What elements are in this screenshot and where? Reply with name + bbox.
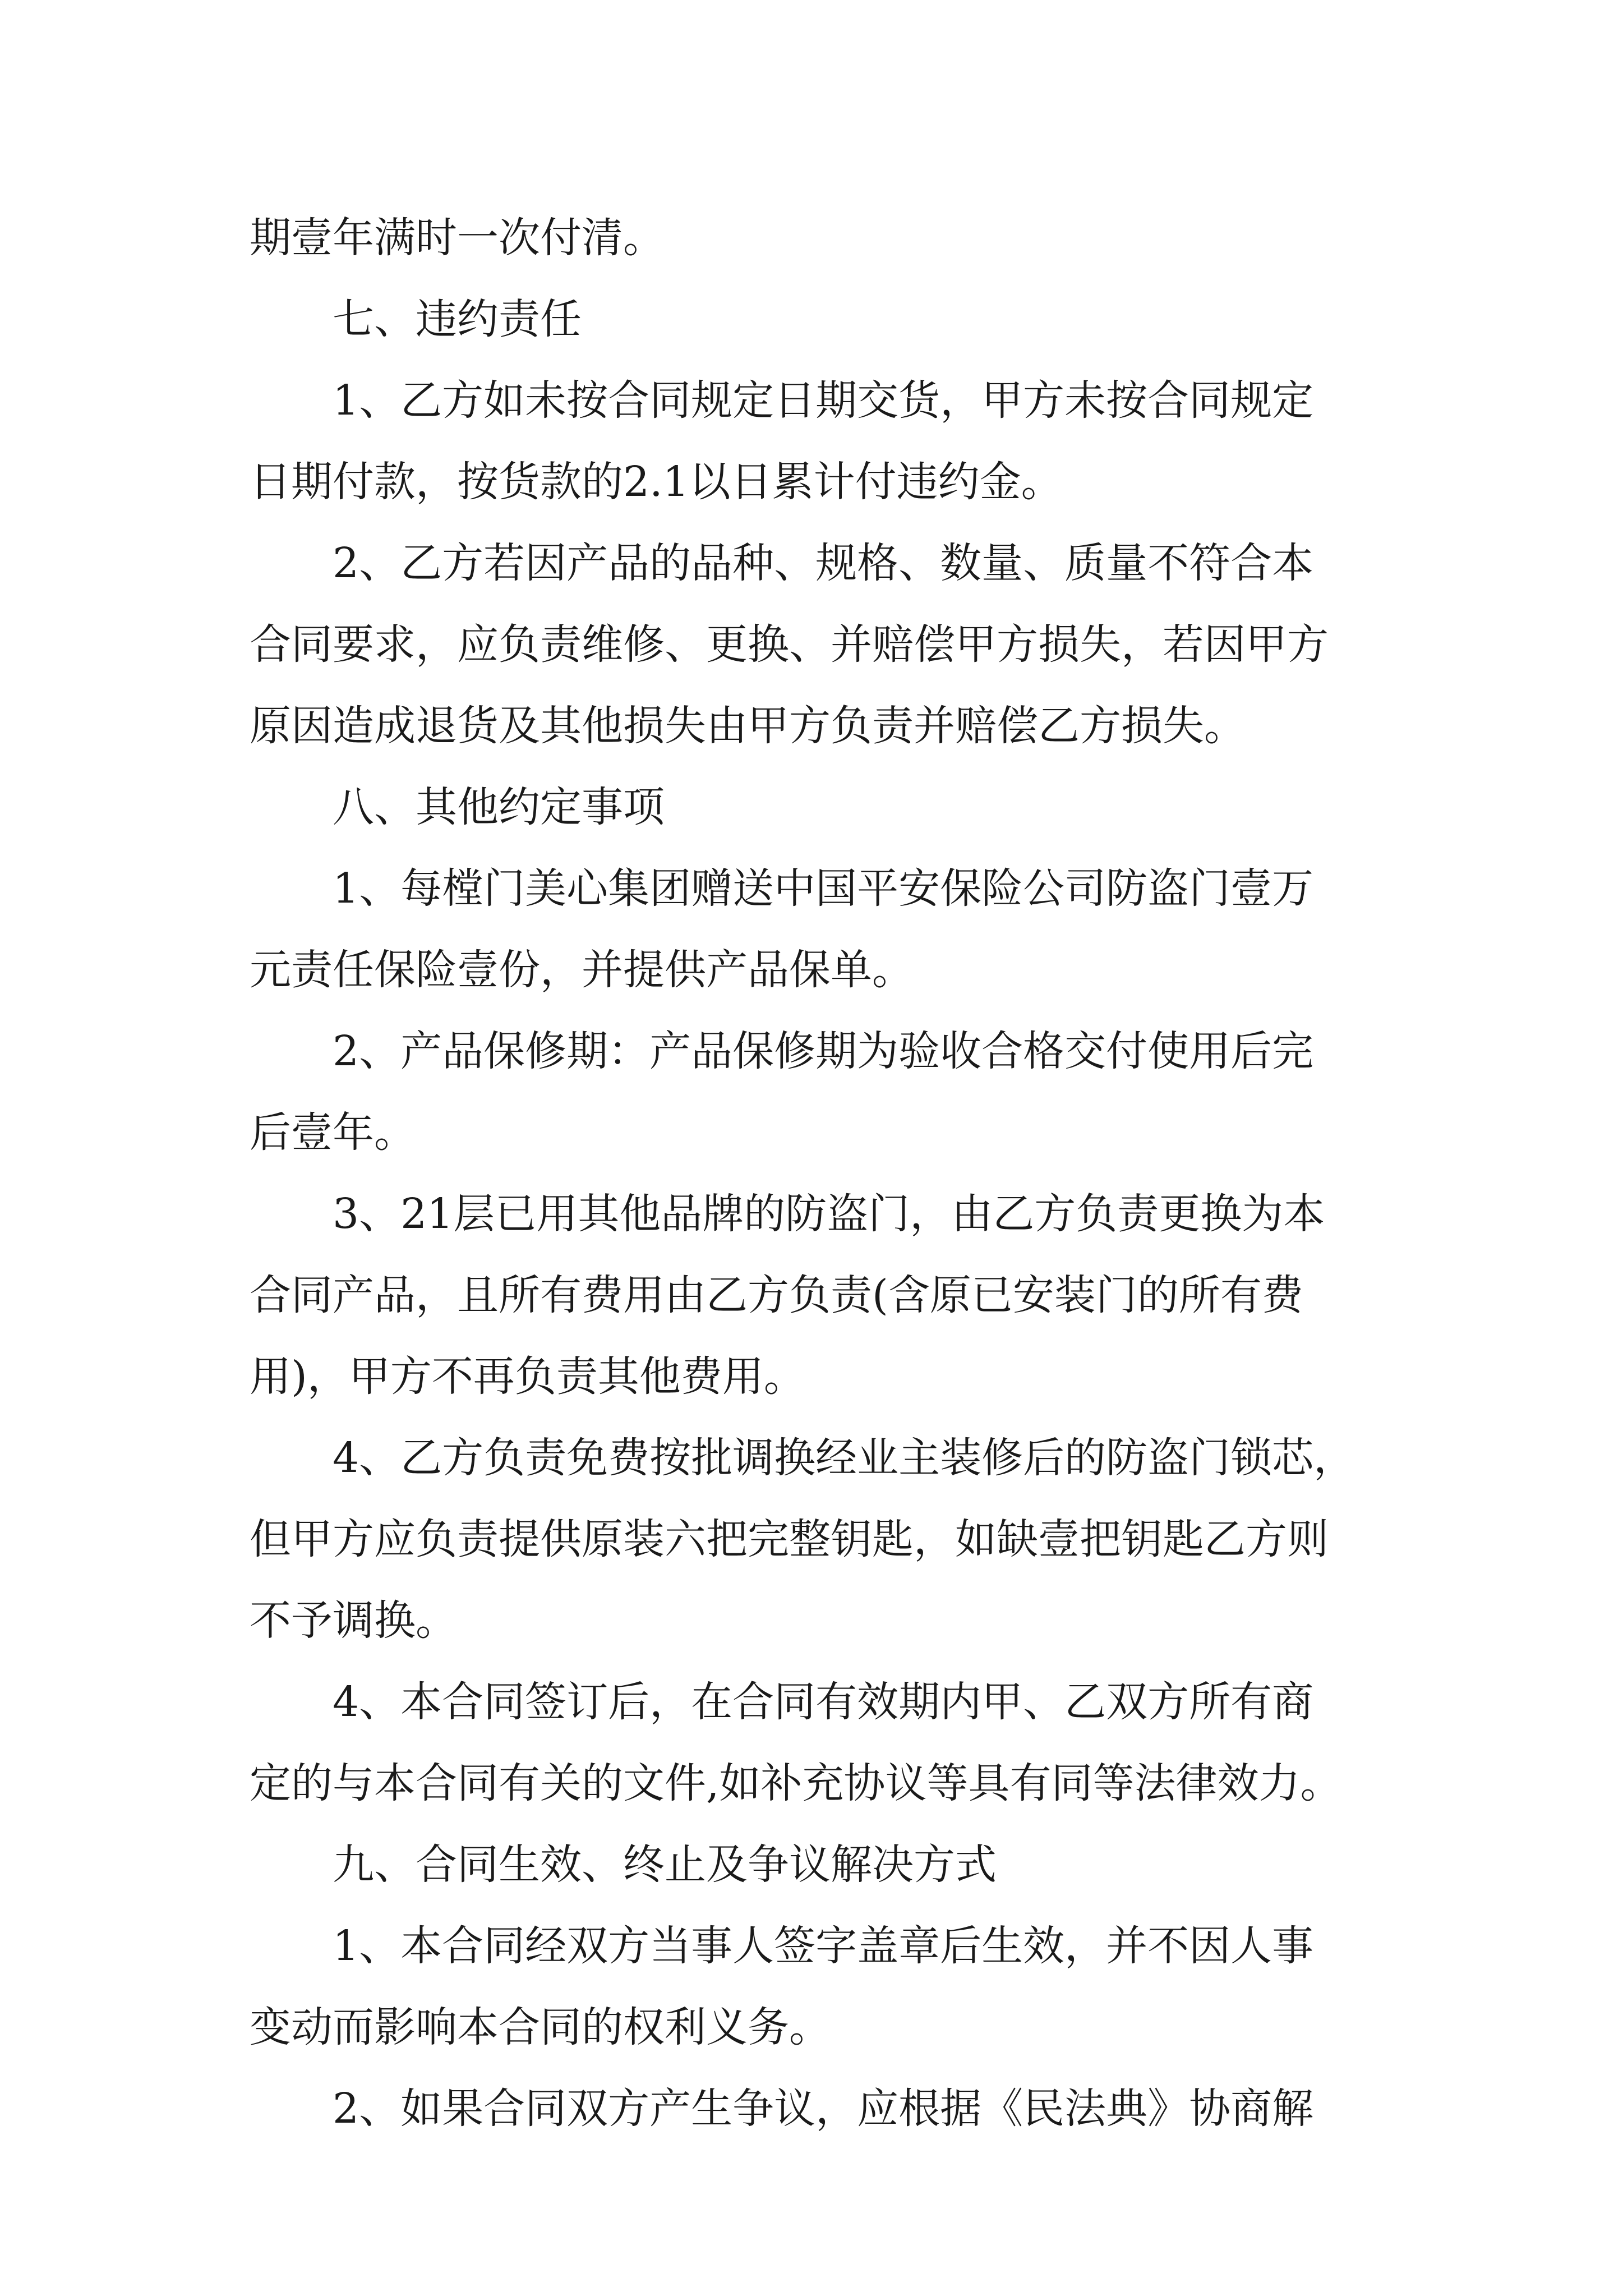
paragraph-line: 4、本合同签订后，在合同有效期内甲、乙双方所有商 — [333, 1678, 1314, 1726]
paragraph-line: 用)，甲方不再负责其他费用。 — [250, 1352, 805, 1401]
paragraph-line: 4、乙方负责免费按批调换经业主装修后的防盗门锁芯， — [333, 1434, 1355, 1482]
paragraph-line: 期壹年满时一次付清。 — [250, 214, 665, 262]
section-heading-other-terms: 八、其他约定事项 — [333, 783, 665, 831]
paragraph-line: 1、乙方如未按合同规定日期交货，甲方未按合同规定 — [333, 376, 1314, 425]
paragraph-line: 1、每樘门美心集团赠送中国平安保险公司防盗门壹万 — [333, 864, 1314, 913]
paragraph-line: 合同产品，且所有费用由乙方负责(含原已安装门的所有费 — [250, 1271, 1303, 1319]
paragraph-line: 定的与本合同有关的文件,如补充协议等具有同等法律效力。 — [250, 1759, 1342, 1807]
paragraph-line: 原因造成退货及其他损失由甲方负责并赔偿乙方损失。 — [250, 702, 1246, 750]
paragraph-line: 日期付款，按货款的2.1以日累计付违约金。 — [250, 458, 1063, 506]
paragraph-line: 2、如果合同双方产生争议，应根据《民法典》协商解 — [333, 2085, 1314, 2133]
section-heading-breach-liability: 七、违约责任 — [333, 295, 582, 343]
section-heading-effect-termination-disputes: 九、合同生效、终止及争议解决方式 — [333, 1841, 997, 1889]
paragraph-line: 变动而影响本合同的权利义务。 — [250, 2003, 831, 2051]
paragraph-line: 1、本合同经双方当事人签字盖章后生效，并不因人事 — [333, 1922, 1314, 1970]
paragraph-line: 但甲方应负责提供原装六把完整钥匙，如缺壹把钥匙乙方则 — [250, 1515, 1329, 1563]
paragraph-line: 2、产品保修期：产品保修期为验收合格交付使用后完 — [333, 1027, 1314, 1075]
paragraph-line: 元责任保险壹份，并提供产品保单。 — [250, 946, 914, 994]
paragraph-line: 2、乙方若因产品的品种、规格、数量、质量不符合本 — [333, 539, 1314, 587]
paragraph-line: 后壹年。 — [250, 1108, 416, 1157]
paragraph-line: 合同要求，应负责维修、更换、并赔偿甲方损失，若因甲方 — [250, 620, 1329, 669]
paragraph-line: 3、21层已用其他品牌的防盗门，由乙方负责更换为本 — [333, 1190, 1325, 1238]
paragraph-line: 不予调换。 — [250, 1596, 457, 1645]
contract-body-text — [250, 197, 1388, 2150]
